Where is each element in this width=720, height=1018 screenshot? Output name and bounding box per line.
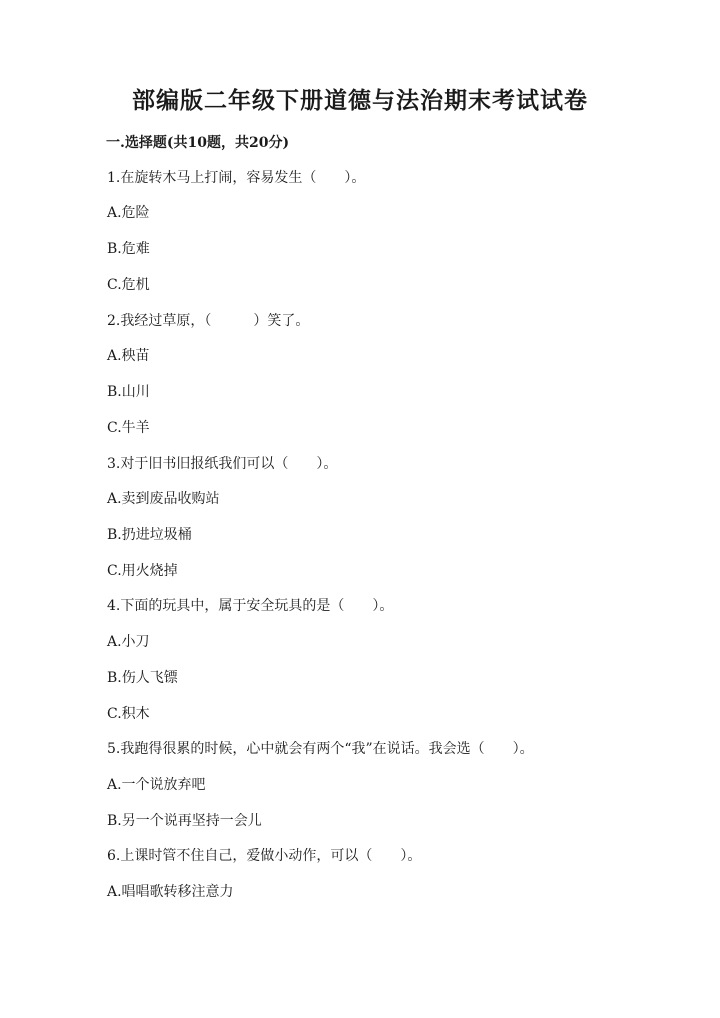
question-6-option-a: A.唱唱歌转移注意力 <box>107 884 234 900</box>
question-2-option-b: B.山川 <box>107 384 150 400</box>
question-3-option-b: B.扔进垃圾桶 <box>107 527 192 543</box>
question-4-option-b: B.伤人飞镖 <box>107 670 178 686</box>
question-3-option-c: C.用火烧掉 <box>107 563 178 579</box>
question-2-stem: 2.我经过草原，（ ）笑了。 <box>107 313 310 329</box>
question-1-option-b: B.危难 <box>107 241 150 257</box>
question-2-option-c: C.牛羊 <box>107 420 150 436</box>
question-4-option-c: C.积木 <box>107 706 150 722</box>
question-3-option-a: A.卖到废品收购站 <box>107 491 220 507</box>
question-1-option-c: C.危机 <box>107 277 150 293</box>
question-5-option-a: A.一个说放弃吧 <box>107 777 206 793</box>
question-5-option-b: B.另一个说再坚持一会儿 <box>107 813 262 829</box>
question-4-option-a: A.小刀 <box>107 634 150 650</box>
question-3-stem: 3.对于旧书旧报纸我们可以（ ）。 <box>107 456 338 472</box>
question-1-stem: 1.在旋转木马上打闹，容易发生（ ）。 <box>107 170 366 186</box>
section-heading: 一.选择题(共10题，共20分) <box>106 135 290 151</box>
question-1-option-a: A.危险 <box>107 205 150 221</box>
question-5-stem: 5.我跑得很累的时候，心中就会有两个“我”在说话。我会选（ ）。 <box>107 741 534 757</box>
exam-title: 部编版二年级下册道德与法治期末考试试卷 <box>132 87 588 114</box>
question-2-option-a: A.秧苗 <box>107 348 150 364</box>
question-6-stem: 6.上课时管不住自己，爱做小动作，可以（ ）。 <box>107 848 422 864</box>
question-4-stem: 4.下面的玩具中，属于安全玩具的是（ ）。 <box>107 598 394 614</box>
